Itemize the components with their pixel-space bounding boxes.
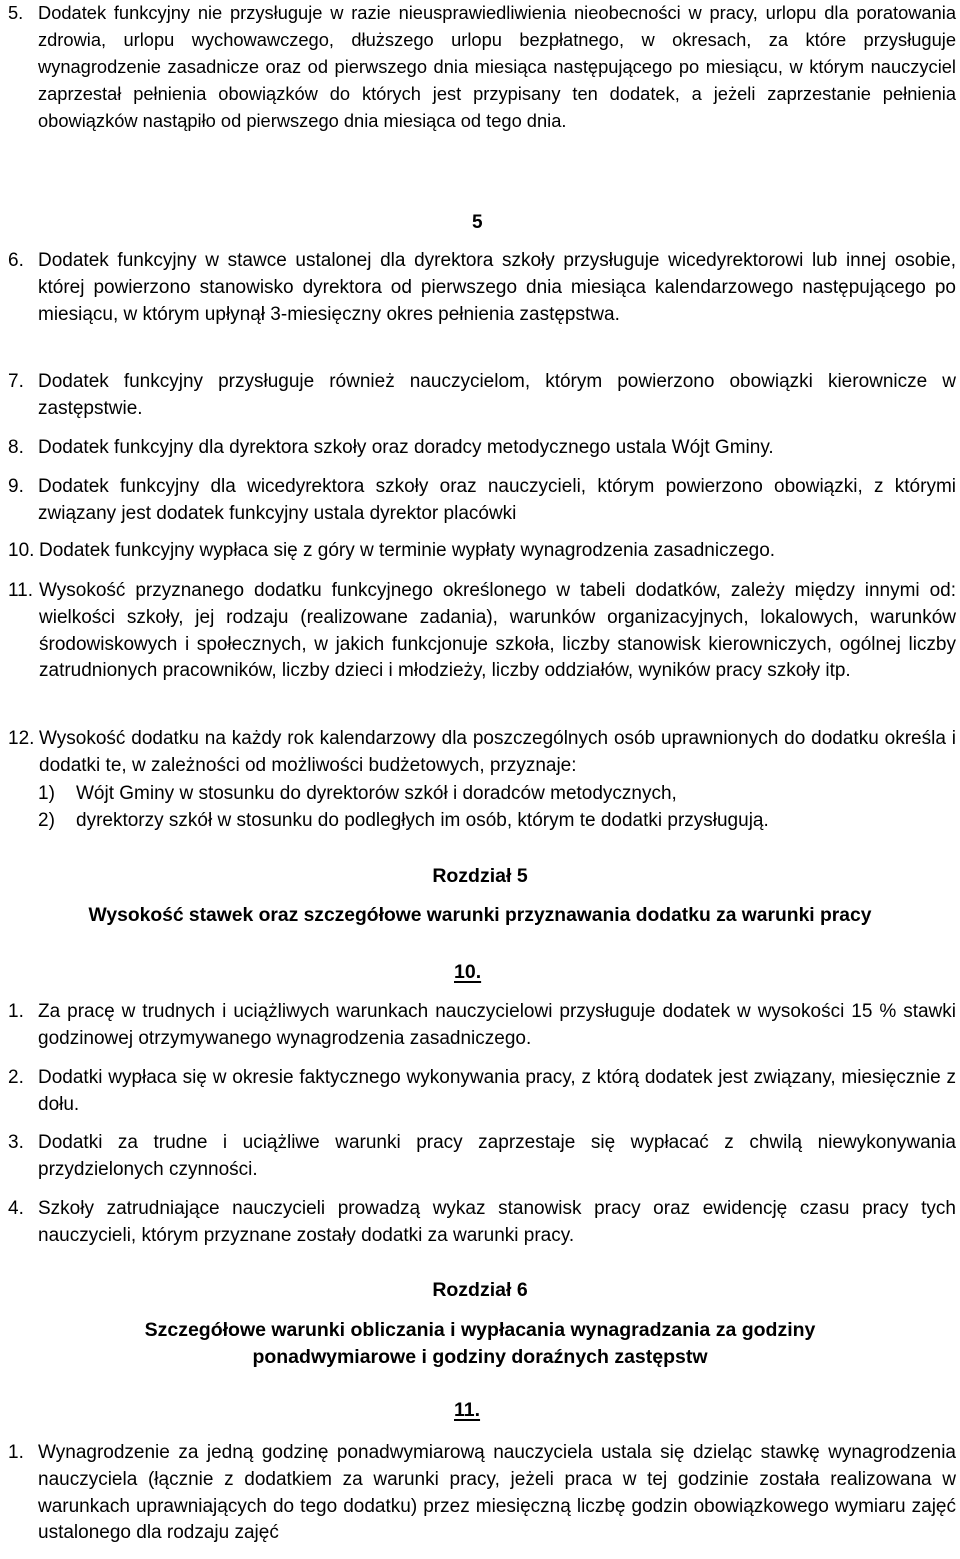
list-item-10 <box>8 538 956 565</box>
item-number: 8. <box>8 437 24 458</box>
chapter-5-heading: Rozdział 5 <box>432 865 528 887</box>
item-number: 5. <box>8 2 24 23</box>
ch5-item-1 <box>8 999 956 1053</box>
item-number: 6. <box>8 250 24 271</box>
list-item-12 <box>8 726 956 780</box>
item-number: 10. <box>8 540 35 561</box>
item-text: Dodatek funkcyjny przysługuje również nauczycielom, którym powierzono obowiązki kierownicze w zastępstwie. <box>38 371 956 419</box>
chapter-6-title-line-1: Szczegółowe warunki obliczania i wypłacania wynagradzania za godziny <box>144 1319 816 1341</box>
chapter-5-title: Wysokość stawek oraz szczegółowe warunki przyznawania dodatku za warunki pracy <box>88 905 872 926</box>
item-text: Dodatek funkcyjny wypłaca się z góry w terminie wypłaty wynagrodzenia zasadniczego. <box>39 540 776 561</box>
item-text: Dodatek funkcyjny w stawce ustalonej dla dyrektora szkoły przysługuje wicedyrektorowi lub innej osobie, której powierzono stanowisko dyrektora od pierwszego dnia miesiąca kalendarzowego następującego po miesiącu, w którym upłynął 3-miesięczny okres pełnienia zastępstwa. <box>38 250 956 325</box>
item-text: Wysokość dodatku na każdy rok kalendarzowy dla poszczególnych osób uprawnionych do dodatku określa i dodatki te, w zależności od możliwości budżetowych, przyznaje: <box>39 728 956 776</box>
item-number: 4. <box>8 1198 24 1219</box>
page-number: 5 <box>472 212 483 233</box>
list-item-9 <box>8 474 956 528</box>
list-item-11 <box>8 578 956 685</box>
item-text: Za pracę w trudnych i uciążliwych warunkach nauczycielowi przysługuje dodatek w wysokości 15 % stawki godzinowej otrzymywanego wynagrodzenia zasadniczego. <box>38 1001 956 1049</box>
ch5-item-2 <box>8 1065 956 1119</box>
item-text: Dodatek funkcyjny dla wicedyrektora szkoły oraz nauczycieli, którym powierzono obowiązki, z którymi związany jest dodatek funkcyjny ustala dyrektor placówki <box>38 476 956 524</box>
item-text: Szkoły zatrudniające nauczycieli prowadzą wykaz stanowisk pracy oraz ewidencję czasu pracy tych nauczycieli, którym przyznane zostały dodatki za warunki pracy. <box>38 1198 956 1246</box>
ch5-item-3 <box>8 1130 956 1184</box>
item-text: Dodatki za trudne i uciążliwe warunki pracy zaprzestaje się wypłacać z chwilą niewykonywania przydzielonych czynności. <box>38 1132 956 1180</box>
sub-item-1 <box>38 780 677 807</box>
paragraph-10-marker: 10. <box>454 961 482 983</box>
sub-item-2 <box>38 807 769 834</box>
sub-item-text: Wójt Gminy w stosunku do dyrektorów szkół i doradców metodycznych, <box>76 783 677 804</box>
list-item-8 <box>8 435 956 462</box>
item-text: Wynagrodzenie za jedną godzinę ponadwymiarową nauczyciela ustala się dzieląc stawkę wynagrodzenia nauczyciela (łącznie z dodatkiem za warunki pracy, jeżeli praca w tej godzinie została realizowana w warunkach uprawniających do tego dodatku) przez miesięczną liczbę godzin obowiązkowego wymiaru zajęć ustalonego dla rodzaju zajęć <box>38 1442 956 1544</box>
sub-item-number: 2) <box>38 810 55 831</box>
item-number: 12. <box>8 728 35 749</box>
item-text: Wysokość przyznanego dodatku funkcyjnego określonego w tabeli dodatków, zależy między innymi od: wielkości szkoły, jej rodzaju (realizowane zadania), warunków organizacyjnych, lokalowych, warunków środowiskowych i społecznych, w jakich funkcjonuje szkoła, liczby stanowisk kierowniczych, ogólnej liczby zatrudnionych pracowników, liczby dzieci i młodzieży, liczby oddziałów, wyników pracy szkoły itp. <box>39 580 956 682</box>
item-text: Dodatki wypłaca się w okresie faktycznego wykonywania pracy, z którą dodatek jest związany, miesięcznie z dołu. <box>38 1067 956 1115</box>
ch5-item-4 <box>8 1196 956 1250</box>
item-number: 9. <box>8 476 24 497</box>
item-number: 3. <box>8 1132 24 1153</box>
sub-item-number: 1) <box>38 783 55 804</box>
item-number: 1. <box>8 1442 24 1463</box>
list-item-7 <box>8 369 956 423</box>
paragraph-11-marker: 11. <box>454 1399 481 1421</box>
ch6-item-1 <box>8 1440 956 1547</box>
item-text: Dodatek funkcyjny dla dyrektora szkoły oraz doradcy metodycznego ustala Wójt Gminy. <box>38 437 774 458</box>
item-number: 2. <box>8 1067 24 1088</box>
sub-item-text: dyrektorzy szkół w stosunku do podległych im osób, którym te dodatki przysługują. <box>76 810 769 831</box>
chapter-6-title-line-2: ponadwymiarowe i godziny doraźnych zastępstw <box>252 1346 708 1368</box>
item-number: 11. <box>8 580 34 601</box>
chapter-6-heading: Rozdział 6 <box>432 1279 528 1301</box>
item-number: 1. <box>8 1001 24 1022</box>
item-number: 7. <box>8 371 24 392</box>
list-item-6 <box>8 248 956 328</box>
item-text: Dodatek funkcyjny nie przysługuje w razie nieusprawiedliwienia nieobecności w pracy, urlopu dla poratowania zdrowia, urlopu wychowawczego, dłuższego urlopu bezpłatnego, w okresach, za które przysługuje wynagrodzenie zasadnicze oraz od pierwszego dnia miesiąca następującego po miesiącu, w którym nauczyciel zaprzestał pełnienia obowiązków do których jest przypisany ten dodatek, a jeżeli zaprzestanie pełnienia obowiązków nastąpiło od pierwszego dnia miesiąca od tego dnia. <box>38 2 956 131</box>
list-item-5 <box>8 0 956 134</box>
